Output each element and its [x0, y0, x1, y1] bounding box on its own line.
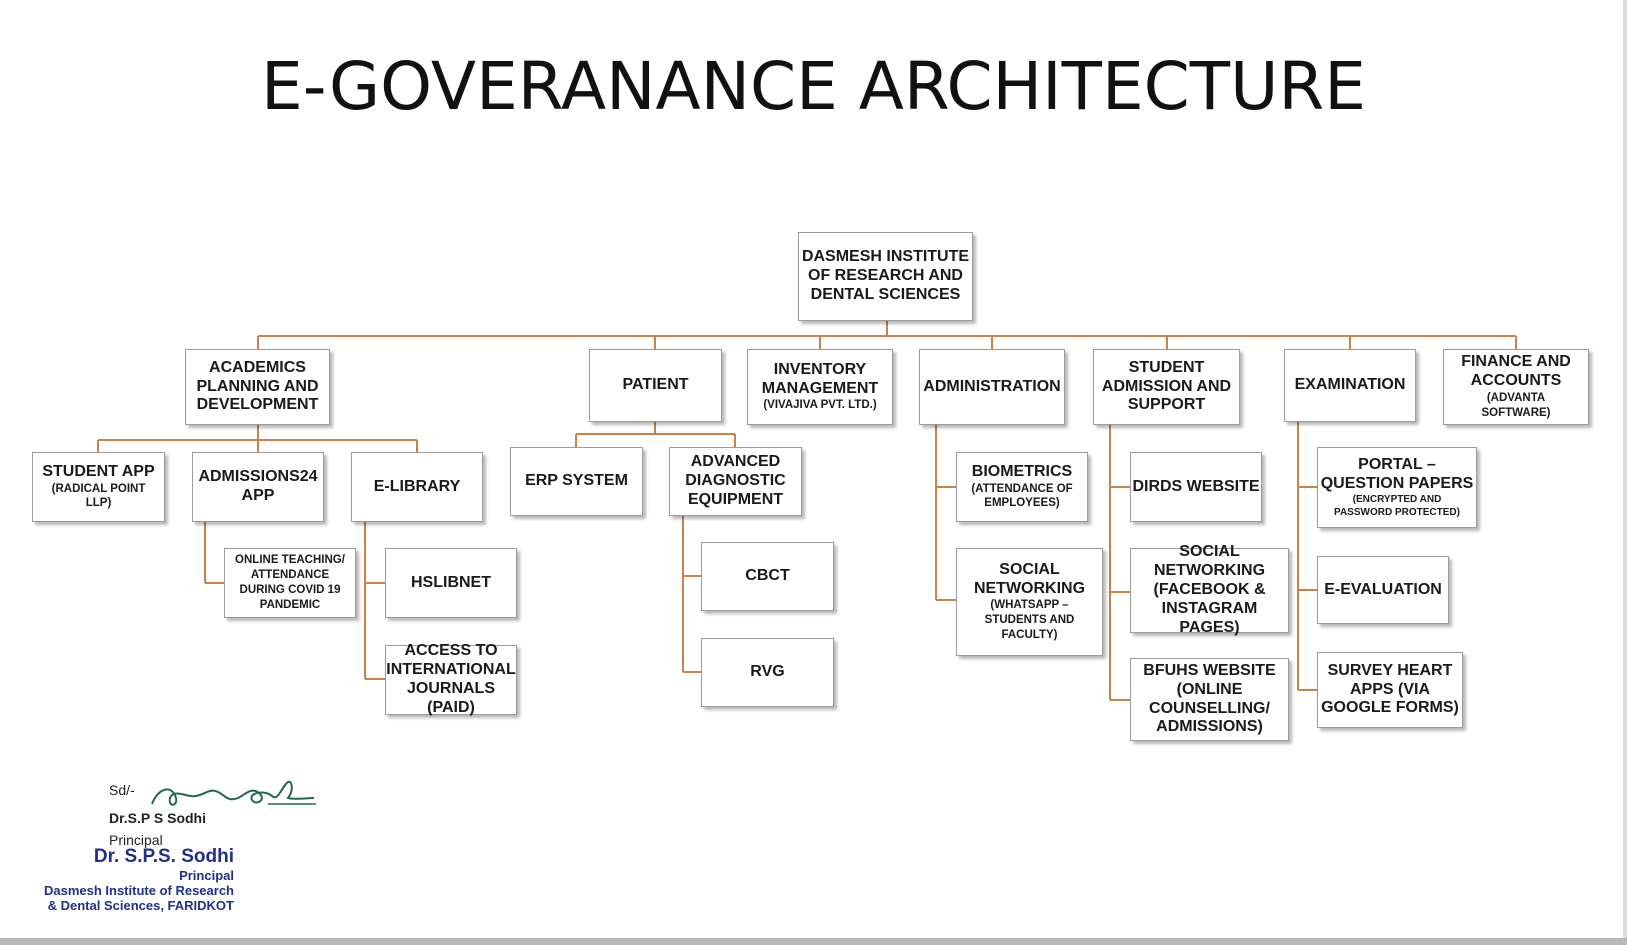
social-admin-node [956, 548, 1103, 656]
diagnostic-label: ADVANCED DIAGNOSTIC EQUIPMENT [685, 453, 786, 508]
official-stamp [14, 846, 234, 913]
root-node [798, 232, 973, 321]
evaluation-node [1317, 556, 1449, 624]
social-student-label: SOCIAL NETWORKING (FACEBOOK & INSTAGRAM PAGES) [1153, 543, 1266, 636]
administration-node [919, 349, 1065, 425]
online-teaching-label: ONLINE TEACHING/ ATTENDANCE DURING COVID 19 PANDEMIC [235, 554, 345, 611]
stamp-role: Principal [179, 868, 234, 883]
admissions24-node [192, 452, 324, 522]
handwritten-signature [148, 774, 318, 814]
dirds-node [1130, 452, 1262, 522]
journals-label: ACCESS TO INTERNATIONAL JOURNALS (PAID) [386, 642, 516, 716]
patient-label: PATIENT [622, 376, 689, 394]
examination-label: EXAMINATION [1294, 376, 1406, 394]
page-title: E-GOVERANANCE ARCHITECTURE [261, 48, 1366, 125]
hslibnet-node [385, 548, 517, 618]
academics-label: ACADEMICS PLANNING AND DEVELOPMENT [196, 358, 319, 414]
root-label: DASMESH INSTITUTE OF RESEARCH AND DENTAL SCIENCES [801, 248, 970, 303]
student-admission-node [1093, 349, 1240, 425]
stamp-line1: Dasmesh Institute of Research [43, 883, 234, 898]
stamp-name: Dr. S.P.S. Sodhi [93, 846, 234, 867]
journals-node [385, 642, 517, 716]
signature-name: Dr.S.P S Sodhi [109, 810, 206, 826]
student-app-sub: (RADICAL POINT LLP) [51, 482, 146, 510]
survey-label: SURVEY HEART APPS (VIA GOOGLE FORMS) [1321, 661, 1459, 717]
student-admission-label: STUDENT ADMISSION AND SUPPORT [1101, 358, 1232, 414]
inventory-label: INVENTORY MANAGEMENT [761, 360, 879, 397]
admissions24-label: ADMISSIONS24 APP [198, 468, 318, 504]
academics-node [185, 349, 330, 425]
social-student-node [1130, 543, 1289, 636]
dirds-label: DIRDS WEBSITE [1132, 477, 1260, 495]
finance-node [1443, 349, 1589, 425]
student-app-node [32, 452, 165, 522]
biometrics-label: BIOMETRICS [971, 462, 1073, 480]
biometrics-node [956, 452, 1088, 522]
inventory-node [747, 349, 893, 425]
rvg-label: RVG [750, 663, 785, 681]
portal-node [1317, 447, 1477, 528]
slide-right-edge [1623, 0, 1627, 945]
signature-role: Principal [109, 832, 163, 848]
hslibnet-label: HSLIBNET [411, 573, 491, 591]
social-admin-sub: (WHATSAPP – STUDENTS AND FACULTY) [984, 599, 1075, 642]
bfuhs-label: BFUHS WEBSITE (ONLINE COUNSELLING/ ADMISSIONS) [1143, 661, 1276, 736]
elibrary-label: E-LIBRARY [373, 477, 461, 495]
survey-node [1317, 652, 1463, 728]
social-admin-label: SOCIAL NETWORKING [973, 560, 1086, 597]
bfuhs-node [1130, 658, 1289, 741]
online-teaching-node [224, 548, 356, 618]
examination-node [1284, 349, 1416, 422]
student-app-label: STUDENT APP [42, 462, 155, 480]
bottom-scrollbar [0, 938, 1627, 945]
biometrics-sub: (ATTENDANCE OF EMPLOYEES) [971, 482, 1073, 510]
cbct-node [701, 542, 834, 611]
finance-label: FINANCE AND ACCOUNTS [1461, 353, 1571, 390]
elibrary-node [351, 452, 483, 522]
evaluation-label: E-EVALUATION [1324, 580, 1442, 598]
stamp-line2: & Dental Sciences, FARIDKOT [47, 898, 234, 913]
portal-label: PORTAL – QUESTION PAPERS [1320, 455, 1474, 492]
inventory-sub: (VIVAJIVA PVT. LTD.) [763, 399, 877, 412]
cbct-label: CBCT [745, 567, 790, 585]
erp-node [510, 447, 643, 516]
signature-sd: Sd/- [109, 782, 135, 798]
diagnostic-node [669, 447, 802, 516]
administration-label: ADMINISTRATION [923, 377, 1061, 395]
finance-sub: (ADVANTA SOFTWARE) [1481, 391, 1551, 419]
rvg-node [701, 638, 834, 707]
portal-sub: (ENCRYPTED AND PASSWORD PROTECTED) [1334, 494, 1460, 519]
patient-node [589, 349, 722, 422]
erp-label: ERP SYSTEM [525, 472, 628, 490]
